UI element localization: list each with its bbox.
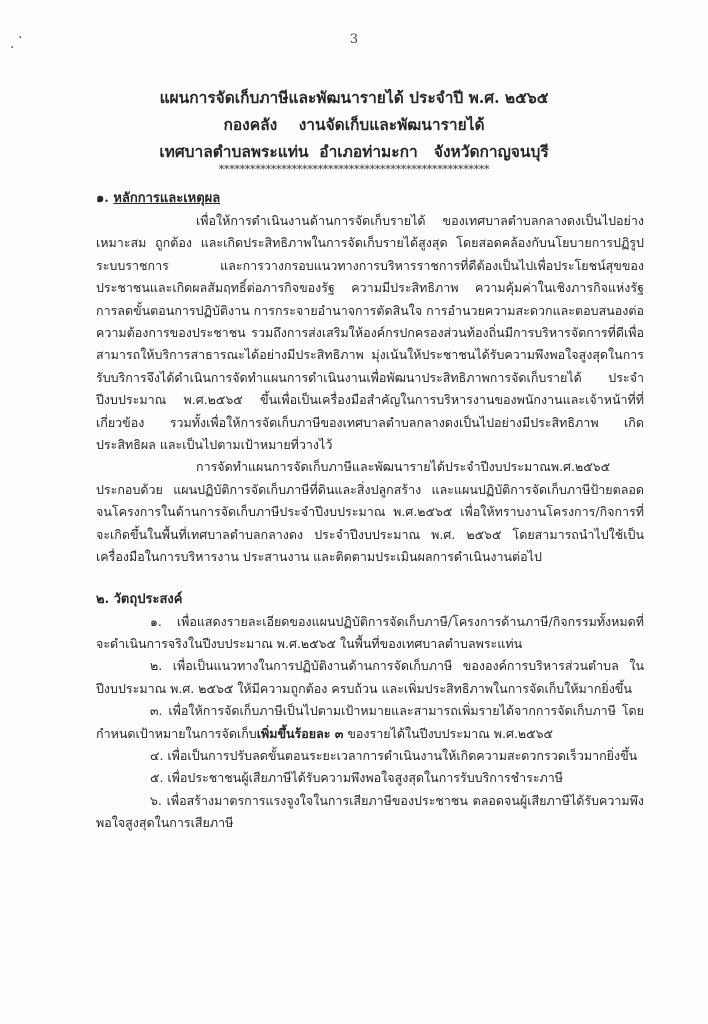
header-division: กองคลัง งานจัดเก็บและพัฒนารายได้ — [223, 115, 485, 134]
list-item: ๕. เพื่อประชาชนผู้เสียภาษีได้รับความพึงพอใจสูงสุดในการรับบริการชำระภาษี — [150, 770, 564, 786]
item-text: ๓. เพื่อให้การจัดเก็บภาษีเป็นไปตามเป้าหมายและสามารถเพิ่มรายได้จากการจัดเก็บภาษี โดยกำหนดเป้าหมายในการจัดเก็บ — [96, 703, 644, 741]
list-item — [96, 700, 644, 745]
header-organization: เทศบาลตำบลพระแท่น อำเภอท่ามะกา จังหวัดกาญจนบุรี — [159, 142, 549, 161]
list-item: ๑. เพื่อแสดงรายละเอียดของแผนปฏิบัติการจัดเก็บภาษี/โครงการด้านภาษี/กิจกรรมทั้งหมดที่จะดำเนินการจริงในปีงบประมาณ พ.ศ.๒๕๖๕ ในพื้นที่ของเทศบาลตำบลพระแท่น — [96, 613, 644, 651]
section-heading — [96, 188, 644, 210]
section-title: หลักการและเหตุผล — [113, 191, 221, 206]
paragraph: เพื่อให้การดำเนินงานด้านการจัดเก็บรายได้ ของเทศบาลตำบลกลางดงเป็นไปอย่างเหมาะสม ถูกต้อง และเกิดประสิทธิภาพในการจัดเก็บรายได้สูงสุด โดยสอดคล้องกับนโยบายการปฏิรูประบบราชการ และการวางกรอบแนวทางการบริหารราชการที่ดีต้องเป็นไปเพื่อประโยชน์สุขของประชาชนและเกิดผลสัมฤทธิ์ต่อภารกิจของรัฐ ความมีประสิทธิภาพ ความคุ้มค่าในเชิงภารกิจแห่งรัฐ การลดขั้นตอนการปฏิบัติงาน การกระจายอำนาจการตัดสินใจ การอำนวยความสะดวกและตอบสนองต่อความต้องการของประชาชน รวมถึงการส่งเสริมให้องค์กรปกครองส่วนท้องถิ่นมีการบริหารจัดการที่ดีเพื่อสามารถให้บริการสาธารณะได้อย่างมีประสิทธิภาพ มุ่งเน้นให้ประชาชนได้รับความพึงพอใจสูงสุดในการรับบริการจึงได้ดำเนินการจัดทำแผนการดำเนินงานเพื่อพัฒนาประสิทธิภาพการจัดเก็บรายได้ ประจำปีงบประมาณ พ.ศ.๒๕๖๕ ขึ้นเพื่อเป็นเครื่องมือสำคัญในการบริหารงานของพนักงานและเจ้าหน้าที่ที่เกี่ยวข้อง รวมทั้งเพื่อให้การจัดเก็บภาษีของเทศบาลตำบลกลางดงเป็นไปอย่างมีประสิทธิภาพ เกิดประสิทธิผล และเป็นไปตามเป้าหมายที่วางไว้ — [96, 213, 644, 453]
paragraph: การจัดทำแผนการจัดเก็บภาษีและพัฒนารายได้ประจำปีงบประมาณพ.ศ.๒๕๖๕ ประกอบด้วย แผนปฏิบัติการจัดเก็บภาษีที่ดินและสิ่งปลูกสร้าง และแผนปฏิบัติการจัดเก็บภาษีป้ายตลอดจนโครงการในด้านการจัดเก็บภาษีประจำปีงบประมาณ พ.ศ.๒๕๖๕ เพื่อให้ทราบงานโครงการ/กิจการที่จะเกิดขึ้นในพื้นที่เทศบาลตำบลกลางดง ประจำปีงบประมาณ พ.ศ. ๒๕๖๕ โดยสามารถนำไปใช้เป็นเครื่องมือในการบริหารงาน ประสานงาน และติดตามประเมินผลการดำเนินงานต่อไป — [96, 459, 644, 565]
list-item: ๖. เพื่อสร้างมาตรการแรงจูงใจในการเสียภาษีของประชาชน ตลอดจนผู้เสียภาษีได้รับความพึงพอใจสูงสุดในการเสียภาษี — [96, 792, 644, 831]
header-divider: **************************************************** — [218, 163, 490, 176]
document-body — [96, 188, 644, 835]
list-item: ๒. เพื่อเป็นแนวทางในการปฏิบัติงานด้านการจัดเก็บภาษี ขององค์การบริหารส่วนตำบล ในปีงบประมาณ พ.ศ. ๒๕๖๕ ให้มีความถูกต้อง ครบถ้วน และเพิ่มประสิทธิภาพในการจัดเก็บให้มากยิ่งขึ้น — [96, 658, 644, 696]
item-text: ของรายได้ในปีงบประมาณ พ.ศ.๒๕๖๕ — [343, 725, 554, 741]
scan-dot-mark: · — [18, 30, 23, 46]
scan-dot-mark: · — [10, 40, 15, 56]
page-number: 3 — [349, 32, 359, 47]
section-heading: ๒. วัตถุประสงค์ — [96, 591, 183, 607]
section-number: ๑. — [96, 191, 109, 206]
list-item: ๔. เพื่อเป็นการปรับลดขั้นตอนระยะเวลาการดำเนินงานให้เกิดความสะดวกรวดเร็วมากยิ่งขึ้น — [150, 747, 638, 763]
item-emphasis: เพิ่มขึ้นร้อยละ ๓ — [256, 725, 344, 741]
header-title: แผนการจัดเก็บภาษีและพัฒนารายได้ ประจำปี พ.ศ. ๒๕๖๕ — [159, 88, 549, 107]
document-header — [0, 84, 708, 177]
